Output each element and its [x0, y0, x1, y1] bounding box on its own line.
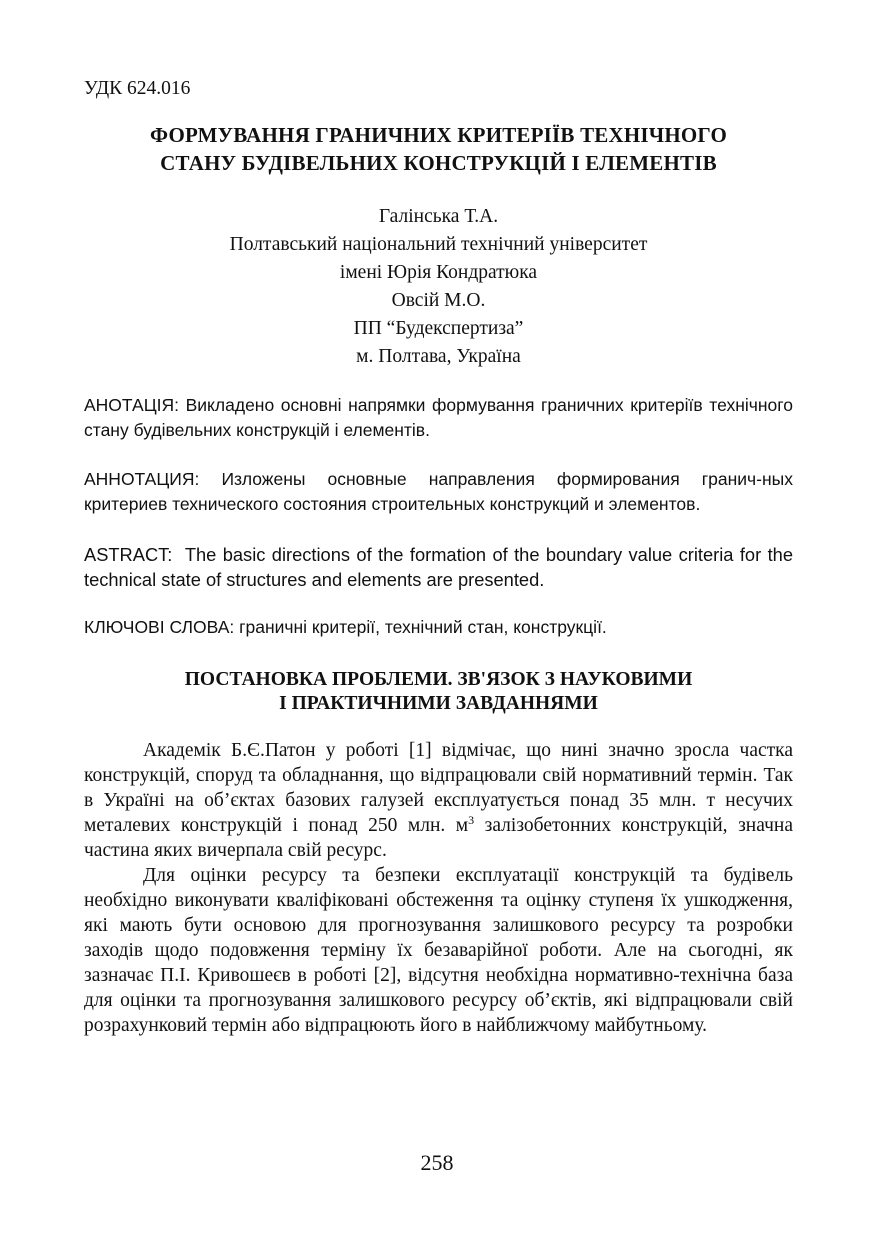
paragraph-1-text-a: Академік Б.Є.Патон у роботі [1] відмічає, що нині значно зросла частка конструкцій, споруд та обладнання, що відпрацювали свій нормативний термін. Так в Україні на об’єктах базових галузей експлуатується понад 35 млн. т несучих металевих конструкцій і понад 250 млн. м — [84, 740, 793, 836]
abstract-ukrainian-label: АНОТАЦІЯ: — [84, 395, 180, 415]
abstract-russian-text: Изложены основные направления формирования гранич-ных критериев технического состояния строительных конструкций и элементов. — [84, 469, 793, 514]
section-heading-line-2: І ПРАКТИЧНИМИ ЗАВДАННЯМИ — [279, 693, 598, 714]
author-name-2: Овсій М.О. — [391, 290, 486, 311]
affiliation-1-line-2: імені Юрія Кондратюка — [339, 262, 538, 283]
location: м. Полтава, Україна — [356, 346, 521, 367]
superscript-cubic: 3 — [468, 813, 475, 827]
author-block — [84, 203, 793, 371]
abstract-russian-label: АННОТАЦИЯ: — [84, 469, 200, 489]
keywords — [84, 615, 793, 640]
section-heading-line-1: ПОСТАНОВКА ПРОБЛЕМИ. ЗВ'ЯЗОК З НАУКОВИМИ — [184, 669, 693, 690]
affiliation-2: ПП “Будекспертиза” — [353, 318, 524, 339]
abstract-english — [84, 542, 793, 592]
keywords-text: граничні критерії, технічний стан, конструкції. — [239, 617, 607, 637]
abstract-ukrainian — [84, 393, 793, 443]
section-heading — [84, 668, 793, 716]
keywords-label: КЛЮЧОВІ СЛОВА: — [84, 617, 235, 637]
body-paragraph-1 — [84, 738, 793, 863]
abstract-ukrainian-text: Викладено основні напрямки формування граничних критеріїв технічного стану будівельних конструкцій і елементів. — [84, 395, 794, 440]
title-line-2: СТАНУ БУДІВЕЛЬНИХ КОНСТРУКЦІЙ І ЕЛЕМЕНТІВ — [160, 151, 717, 175]
abstract-english-text: The basic directions of the formation of the boundary value criteria for the technical state of structures and elements are presented. — [84, 544, 793, 590]
abstract-russian — [84, 467, 793, 517]
body-paragraph-2: Для оцінки ресурсу та безпеки експлуатації конструкцій та будівель необхідно виконувати кваліфіковані обстеження та оцінку ступеня їх ушкодження, які мають бути основою для прогнозування залишкового ресурсу та розробки заходів щодо подовження терміну їх безаварійної роботи. Але на сьогодні, як зазначає П.І. Кривошеєв в роботі [2], відсутня необхідна нормативно-технічна база для оцінки та прогнозування залишкового ресурсу об’єктів, які відпрацювали свій розрахунковий термін або відпрацюють його в найближчому майбутньому. — [84, 865, 793, 1036]
paragraph-1-text-b: залізобетонних конструкцій, значна частина яких вичерпала свій ресурс. — [84, 815, 793, 861]
title-line-1: ФОРМУВАННЯ ГРАНИЧНИХ КРИТЕРІЇВ ТЕХНІЧНОГО — [149, 123, 728, 147]
paper-title — [84, 121, 793, 177]
affiliation-1-line-1: Полтавський національний технічний університет — [229, 234, 648, 255]
author-name-1: Галінська Т.А. — [378, 206, 499, 227]
page-number: 258 — [420, 1150, 454, 1175]
abstract-english-label: ASTRACT: — [84, 544, 173, 565]
udk-code: УДК 624.016 — [84, 78, 191, 99]
